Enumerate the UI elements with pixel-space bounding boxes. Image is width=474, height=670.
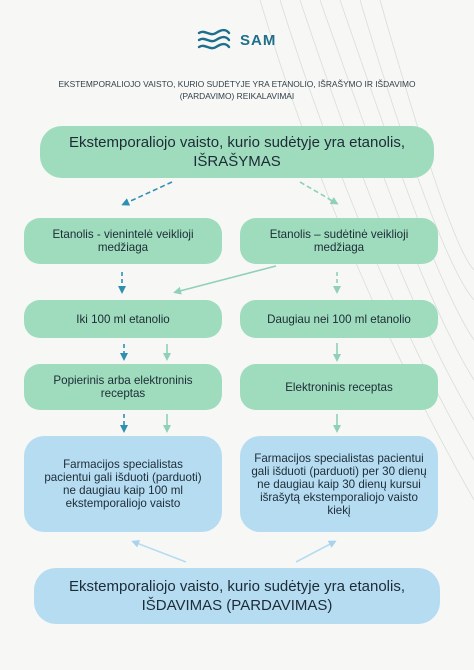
node-right-type-text: Etanolis – sudėtinė veiklioji medžiaga	[269, 228, 409, 254]
node-right-prescription-text: Elektroninis receptas	[285, 380, 393, 394]
logo-text: SAM	[240, 31, 277, 49]
node-left-amount-text: Iki 100 ml etanolio	[76, 312, 170, 326]
node-left-prescription	[24, 364, 222, 410]
page-header: EKSTEMPORALIOJO VAISTO, KURIO SUDĖTYJE YRA ETANOLIO, IŠRAŠYMO IR IŠDAVIMO (PARDAVIMO) REIKALAVIMAI	[58, 79, 416, 101]
node-dispensing-title-text: Ekstemporaliojo vaisto, kurio sudėtyje yra etanolis, IŠDAVIMAS (PARDAVIMAS)	[69, 578, 405, 614]
node-left-rule	[24, 436, 222, 532]
arrow-top-to-right-type	[300, 182, 336, 203]
node-right-prescription	[240, 364, 438, 410]
node-right-amount-text: Daugiau nei 100 ml etanolio	[267, 312, 411, 326]
node-right-rule-text: Farmacijos specialistas pacientui gali išduoti (parduoti) per 30 dienų ne daugiau kaip 30 dienų kursui išrašytą ekstemporaliojo vaisto kiekį	[251, 451, 427, 517]
arrow-right-type-to-left-amount	[176, 266, 276, 292]
node-left-type-text: Etanolis - vienintelė veiklioji medžiaga	[52, 228, 194, 254]
node-dispensing-title	[34, 568, 440, 624]
node-right-rule	[240, 436, 438, 532]
node-right-type	[240, 218, 438, 264]
node-left-prescription-text: Popierinis arba elektroninis receptas	[53, 374, 193, 400]
arrow-bottom-to-left-rule	[134, 542, 186, 562]
node-left-amount	[24, 300, 222, 338]
node-left-type	[24, 218, 222, 264]
node-issuance-title	[40, 126, 434, 178]
arrow-bottom-to-right-rule	[296, 542, 334, 562]
logo	[196, 26, 276, 54]
node-issuance-title-text: Ekstemporaliojo vaisto, kurio sudėtyje yra etanolis, IŠRAŠYMAS	[69, 134, 405, 170]
node-left-rule-text: Farmacijos specialistas pacientui gali išduoti (parduoti) ne daugiau kaip 100 ml ekstemporaliojo vaisto	[44, 458, 202, 510]
arrow-top-to-left-type	[124, 182, 172, 204]
sam-logo-icon	[196, 28, 232, 52]
node-right-amount	[240, 300, 438, 338]
